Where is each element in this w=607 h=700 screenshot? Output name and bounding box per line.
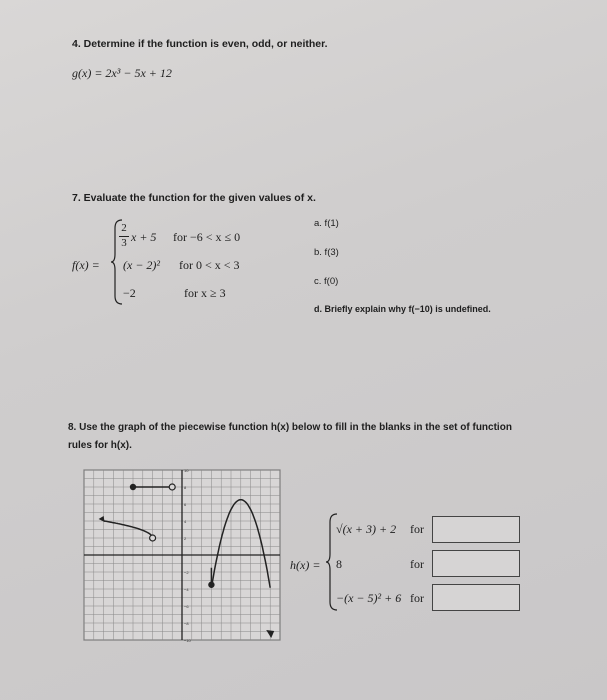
q4-heading: 4. Determine if the function is even, odd, or neither. bbox=[72, 38, 328, 50]
q7-lhs: f(x) = bbox=[72, 258, 100, 272]
q7-frac-num: 2 bbox=[121, 222, 127, 234]
q7-piece2-cond: for 0 < x < 3 bbox=[179, 258, 240, 272]
q7-piece1-expr: x + 5 bbox=[131, 230, 157, 244]
q7-piece2-expr: (x − 2)² bbox=[123, 258, 161, 272]
q7-part-d: d. Briefly explain why f(−10) is undefined. bbox=[314, 304, 491, 314]
y-tick-label: 4 bbox=[184, 519, 187, 524]
q7-part-a: a. f(1) bbox=[314, 218, 339, 229]
q4-function: g(x) = 2x³ − 5x + 12 bbox=[72, 66, 172, 80]
q7-part-c: c. f(0) bbox=[314, 276, 339, 287]
q8-heading-line2: rules for h(x). bbox=[68, 440, 132, 451]
q8-lhs: h(x) = bbox=[290, 558, 321, 572]
q7-piece1-cond: for −6 < x ≤ 0 bbox=[173, 230, 241, 244]
q8-rule1-for: for bbox=[410, 522, 424, 536]
q7-heading: 7. Evaluate the function for the given values of x. bbox=[72, 192, 316, 204]
q7-part-b: b. f(3) bbox=[314, 247, 339, 258]
q7-piece3-expr: −2 bbox=[123, 286, 136, 300]
y-tick-label: −2 bbox=[184, 570, 189, 575]
q8-heading-line1: 8. Use the graph of the piecewise function h(x) below to fill in the blanks in the set of function bbox=[68, 422, 512, 433]
y-tick-label: 2 bbox=[184, 536, 187, 541]
q8-rule1-expr: √(x + 3) + 2 bbox=[336, 522, 397, 536]
rule2-interval-input[interactable] bbox=[432, 550, 520, 577]
q8-rule2-for: for bbox=[410, 557, 424, 571]
q7-piece3-cond: for x ≥ 3 bbox=[184, 286, 226, 300]
q8-rule3-expr: −(x − 5)² + 6 bbox=[336, 591, 402, 605]
y-tick-label: −4 bbox=[184, 587, 189, 592]
y-tick-label: 10 bbox=[184, 468, 189, 473]
piece1-open-endpoint bbox=[150, 535, 156, 541]
rule1-interval-input[interactable] bbox=[432, 516, 520, 543]
y-tick-label: 8 bbox=[184, 485, 187, 490]
y-tick-label: −10 bbox=[184, 638, 191, 643]
piece2-closed-endpoint bbox=[130, 484, 136, 490]
y-tick-label: −8 bbox=[184, 621, 189, 626]
piece2-open-endpoint bbox=[169, 484, 175, 490]
y-tick-label: −6 bbox=[184, 604, 189, 609]
rule3-interval-input[interactable] bbox=[432, 584, 520, 611]
q8-rule3-for: for bbox=[410, 591, 424, 605]
q7-frac-den: 3 bbox=[121, 237, 127, 249]
y-tick-label: 6 bbox=[184, 502, 187, 507]
h-graph bbox=[84, 468, 280, 643]
q8-rule2-expr: 8 bbox=[336, 557, 342, 571]
